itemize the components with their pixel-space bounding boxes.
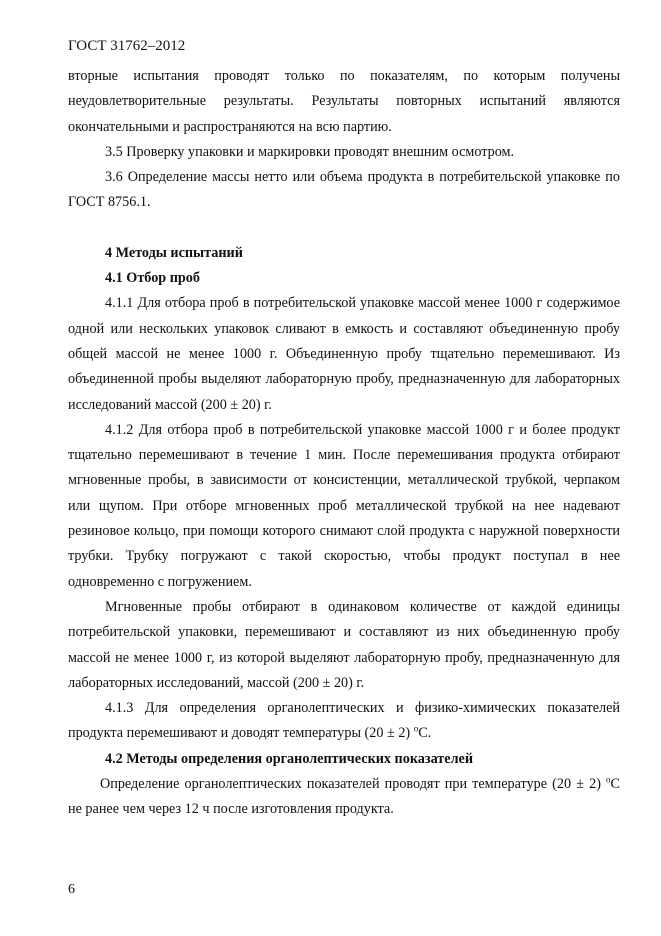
paragraph-4-1-2: 4.1.2 Для отбора проб в потребительской упаковке массой 1000 г и более продукт тщательно перемешивают в течение 1 мин. После перемешивания продукта отбирают мгновенные пробы, в зависимости от консистенции, металлической трубкой, черпаком или щупом. При отборе мгновенных проб металлической трубкой на нее надевают резиновое кольцо, при помощи которого снимают слой продукта с наружной поверхности трубки. Трубку погружают с такой скоростью, чтобы продукт поступал в нее одновременно с погружением. [68, 421, 620, 590]
standard-code: ГОСТ 31762–2012 [68, 38, 186, 54]
paragraph-3-6: 3.6 Определение массы нетто или объема продукта в потребительской упаковке по ГОСТ 8756.1. [68, 169, 620, 211]
section-heading-4: 4 Методы испытаний [105, 244, 243, 261]
paragraph-continuation: вторные испытания проводят только по показателям, по которым получены неудовлетворительные результаты. Результаты повторных испытаний являются окончательными и распространяются на всю партию. [68, 68, 620, 135]
paragraph-4-2-rest: С не ранее чем через 12 ч после изготовления продукта. [68, 776, 620, 818]
paragraph-4-1-3 [68, 696, 620, 747]
page-number: 6 [68, 882, 75, 897]
paragraph-instant-samples: Мгновенные пробы отбирают в одинаковом количестве от каждой единицы потребительской упаковки, перемешивают и составляют из них объединенную пробу массой не менее 1000 г, из которой выделяют лабораторную пробу, предназначенную для лабораторных исследований, массой (200 ± 20) г. [68, 598, 620, 691]
paragraph-3-5: 3.5 Проверку упаковки и маркировки проводят внешним осмотром. [105, 143, 515, 160]
paragraph-4-2 [68, 772, 620, 823]
paragraph-4-2-text: Определение органолептических показателей проводят при температуре (20 ± 2) [100, 776, 607, 793]
degree-mark: о [606, 774, 611, 785]
paragraph-4-1-3-text: 4.1.3 Для определения органолептических и физико-химических показателей продукта перемешивают и доводят температуры (20 ± 2) [68, 700, 620, 742]
section-heading-4-1: 4.1 Отбор проб [105, 270, 200, 287]
spacer [68, 216, 620, 241]
paragraph-4-1-1: 4.1.1 Для отбора проб в потребительской упаковке массой менее 1000 г содержимое одной или нескольких упаковок сливают в емкость и составляют объединенную пробу общей массой не менее 1000 г. Объединенную пробу тщательно перемешивают. Из объединенной пробы выделяют лабораторную пробу, предназначенную для лабораторных исследований массой (200 ± 20) г. [68, 295, 620, 413]
document-body [68, 64, 620, 823]
degree-mark: о [413, 723, 419, 734]
paragraph-4-1-3-unit: С. [418, 725, 432, 742]
section-heading-4-2: 4.2 Методы определения органолептических показателей [105, 750, 474, 767]
